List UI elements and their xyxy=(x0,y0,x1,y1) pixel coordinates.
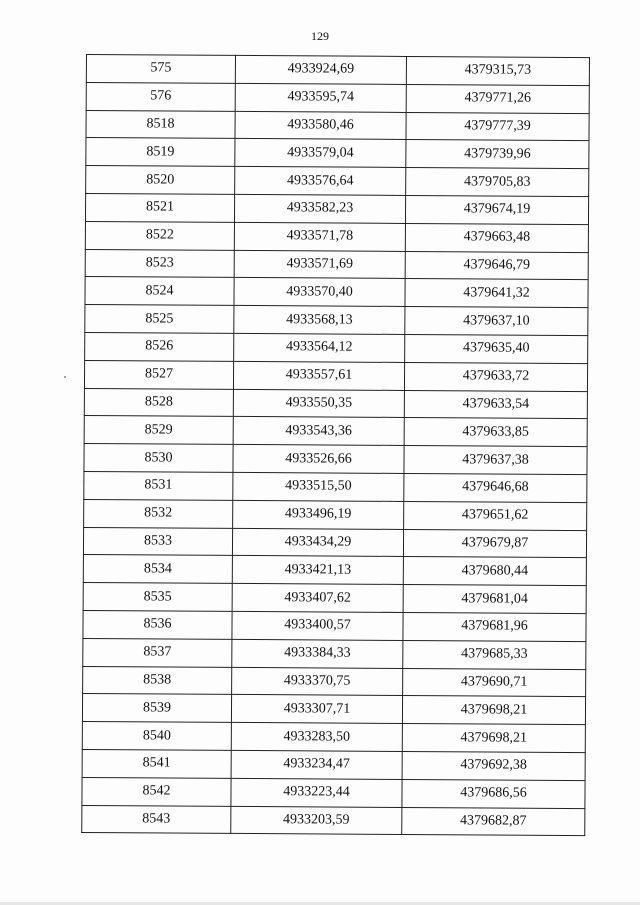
table-row xyxy=(85,193,588,224)
table-row xyxy=(82,777,585,808)
y-coordinate-cell: 4379682,87 xyxy=(402,807,585,836)
point-number-cell: 8529 xyxy=(84,416,233,445)
point-number-cell: 8518 xyxy=(86,110,235,139)
point-number-cell: 8524 xyxy=(85,277,234,306)
point-number-cell: 8537 xyxy=(83,638,232,667)
point-number-cell: 8525 xyxy=(85,305,234,334)
x-coordinate-cell: 4933370,75 xyxy=(232,667,403,696)
y-coordinate-cell: 4379641,32 xyxy=(405,279,588,308)
table-row xyxy=(85,305,588,336)
x-coordinate-cell: 4933223,44 xyxy=(231,778,402,807)
table-row xyxy=(82,694,585,725)
point-number-cell: 8538 xyxy=(83,666,232,695)
coordinates-table-wrapper xyxy=(81,54,586,836)
x-coordinate-cell: 4933515,50 xyxy=(233,472,404,501)
x-coordinate-cell: 4933203,59 xyxy=(231,806,402,835)
x-coordinate-cell: 4933568,13 xyxy=(234,306,405,335)
table-row xyxy=(85,249,588,280)
point-number-cell: 8539 xyxy=(82,694,231,723)
y-coordinate-cell: 4379705,83 xyxy=(406,168,589,197)
point-number-cell: 8535 xyxy=(83,583,232,612)
table-row xyxy=(82,749,585,780)
table-row xyxy=(82,722,585,753)
table-row xyxy=(86,82,589,113)
table-row xyxy=(84,388,587,419)
point-number-cell: 8531 xyxy=(84,471,233,500)
table-row xyxy=(85,332,588,363)
y-coordinate-cell: 4379646,68 xyxy=(404,473,587,502)
point-number-cell: 8520 xyxy=(86,166,235,195)
point-number-cell: 575 xyxy=(86,55,235,84)
table-row xyxy=(86,138,589,169)
y-coordinate-cell: 4379698,21 xyxy=(402,724,585,753)
y-coordinate-cell: 4379674,19 xyxy=(405,195,588,224)
table-row xyxy=(83,666,586,697)
table-row xyxy=(84,471,587,502)
x-coordinate-cell: 4933576,64 xyxy=(235,167,406,196)
y-coordinate-cell: 4379315,73 xyxy=(406,56,589,85)
table-row xyxy=(84,360,587,391)
point-number-cell: 576 xyxy=(86,82,235,111)
table-row xyxy=(83,527,586,558)
x-coordinate-cell: 4933384,33 xyxy=(232,639,403,668)
table-row xyxy=(84,499,587,530)
x-coordinate-cell: 4933571,78 xyxy=(234,222,405,251)
y-coordinate-cell: 4379651,62 xyxy=(404,501,587,530)
point-number-cell: 8541 xyxy=(82,749,231,778)
x-coordinate-cell: 4933421,13 xyxy=(232,556,403,585)
point-number-cell: 8536 xyxy=(83,610,232,639)
y-coordinate-cell: 4379680,44 xyxy=(403,557,586,586)
y-coordinate-cell: 4379681,04 xyxy=(403,585,586,614)
x-coordinate-cell: 4933283,50 xyxy=(231,723,402,752)
point-number-cell: 8542 xyxy=(82,777,231,806)
table-row xyxy=(83,555,586,586)
table-row xyxy=(85,277,588,308)
x-coordinate-cell: 4933234,47 xyxy=(231,750,402,779)
table-row xyxy=(84,444,587,475)
scan-speck xyxy=(64,376,66,378)
x-coordinate-cell: 4933407,62 xyxy=(232,584,403,613)
x-coordinate-cell: 4933526,66 xyxy=(233,445,404,474)
x-coordinate-cell: 4933579,04 xyxy=(235,139,406,168)
y-coordinate-cell: 4379679,87 xyxy=(403,529,586,558)
x-coordinate-cell: 4933580,46 xyxy=(235,111,406,140)
table-row xyxy=(86,110,589,141)
y-coordinate-cell: 4379635,40 xyxy=(405,334,588,363)
x-coordinate-cell: 4933307,71 xyxy=(231,695,402,724)
x-coordinate-cell: 4933434,29 xyxy=(232,528,403,557)
y-coordinate-cell: 4379686,56 xyxy=(402,779,585,808)
table-row xyxy=(86,55,589,86)
y-coordinate-cell: 4379777,39 xyxy=(406,112,589,141)
x-coordinate-cell: 4933550,35 xyxy=(233,389,404,418)
point-number-cell: 8523 xyxy=(85,249,234,278)
point-number-cell: 8530 xyxy=(84,444,233,473)
y-coordinate-cell: 4379771,26 xyxy=(406,84,589,113)
y-coordinate-cell: 4379692,38 xyxy=(402,751,585,780)
x-coordinate-cell: 4933557,61 xyxy=(233,361,404,390)
point-number-cell: 8522 xyxy=(85,221,234,250)
table-row xyxy=(83,638,586,669)
x-coordinate-cell: 4933496,19 xyxy=(233,500,404,529)
y-coordinate-cell: 4379637,38 xyxy=(404,446,587,475)
x-coordinate-cell: 4933571,69 xyxy=(234,250,405,279)
table-row xyxy=(86,166,589,197)
y-coordinate-cell: 4379633,72 xyxy=(404,362,587,391)
point-number-cell: 8533 xyxy=(83,527,232,556)
page-number: 129 xyxy=(311,29,329,43)
coordinates-table xyxy=(81,54,590,836)
y-coordinate-cell: 4379637,10 xyxy=(405,307,588,336)
x-coordinate-cell: 4933543,36 xyxy=(233,417,404,446)
y-coordinate-cell: 4379685,33 xyxy=(403,640,586,669)
x-coordinate-cell: 4933564,12 xyxy=(234,333,405,362)
point-number-cell: 8527 xyxy=(84,360,233,389)
y-coordinate-cell: 4379663,48 xyxy=(405,223,588,252)
table-row xyxy=(83,610,586,641)
x-coordinate-cell: 4933582,23 xyxy=(234,194,405,223)
y-coordinate-cell: 4379681,96 xyxy=(403,612,586,641)
x-coordinate-cell: 4933595,74 xyxy=(235,83,406,112)
point-number-cell: 8540 xyxy=(82,722,231,751)
y-coordinate-cell: 4379633,54 xyxy=(404,390,587,419)
y-coordinate-cell: 4379633,85 xyxy=(404,418,587,447)
point-number-cell: 8528 xyxy=(84,388,233,417)
point-number-cell: 8532 xyxy=(84,499,233,528)
y-coordinate-cell: 4379690,71 xyxy=(403,668,586,697)
coordinates-table-body xyxy=(82,55,590,836)
table-row xyxy=(85,221,588,252)
point-number-cell: 8519 xyxy=(86,138,235,167)
y-coordinate-cell: 4379646,79 xyxy=(405,251,588,280)
point-number-cell: 8543 xyxy=(82,805,231,834)
table-row xyxy=(83,583,586,614)
table-row xyxy=(84,416,587,447)
x-coordinate-cell: 4933570,40 xyxy=(234,278,405,307)
x-coordinate-cell: 4933400,57 xyxy=(232,611,403,640)
point-number-cell: 8521 xyxy=(85,193,234,222)
y-coordinate-cell: 4379739,96 xyxy=(406,140,589,169)
point-number-cell: 8526 xyxy=(85,332,234,361)
y-coordinate-cell: 4379698,21 xyxy=(402,696,585,725)
x-coordinate-cell: 4933924,69 xyxy=(235,55,406,84)
point-number-cell: 8534 xyxy=(83,555,232,584)
table-row xyxy=(82,805,585,836)
